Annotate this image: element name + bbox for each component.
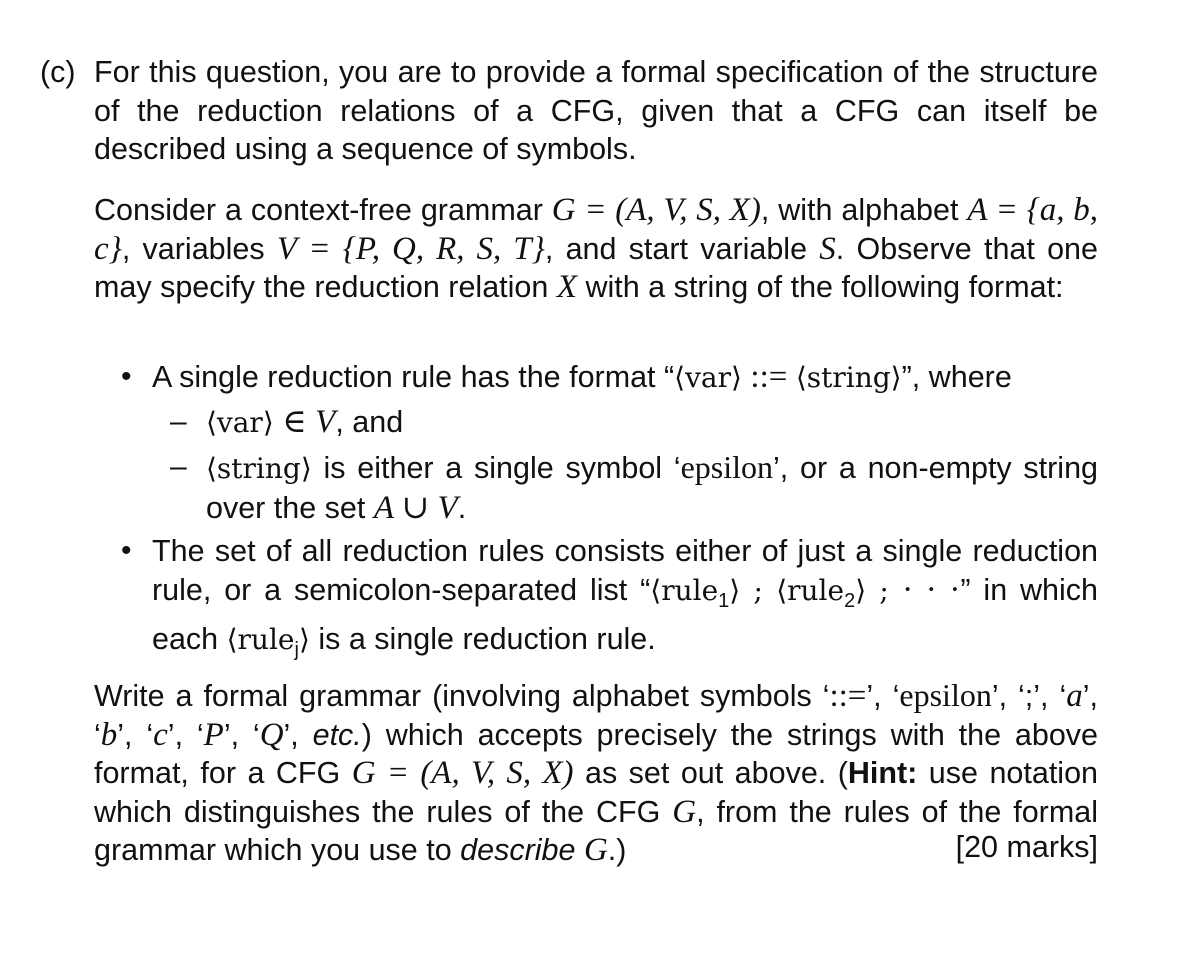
symbol-q: Q [259,716,284,753]
text: . [457,490,467,525]
nonterminal-rule2: ⟨rule [776,573,845,607]
text: .) [607,833,627,867]
text: Write a formal grammar (involving alphabet symbols ‘ [94,679,830,713]
math-grammar-tuple: G = (A, V, S, X) [551,192,761,228]
nonterminal-rule1: ⟨rule [650,573,719,607]
text: ’, ‘ [223,717,260,752]
text: The set of all reduction rules consists either of just a single reduction rule, or a semicolon-separated list “ [152,534,1098,607]
separator: ⟩ ; [855,573,903,607]
text: is either a single symbol ‘ [311,451,681,485]
symbol-a: a [1066,678,1083,714]
nonterminal-string: ⟨string⟩ [206,452,312,485]
math-g: G [672,793,697,830]
describe-italic: describe [460,833,576,867]
text: ’, ‘ [167,717,204,752]
subscript: 2 [844,589,856,612]
text: A single reduction rule has the format “ [152,360,675,394]
bullet-dot: • [121,534,132,567]
hint-label: Hint: [847,756,918,790]
math-alphabet-set: A = {a, b, c} [94,192,1098,267]
text: . Observe that one may specify the reduction relation [94,231,1098,304]
symbol-c: c [153,716,168,753]
marks-label: [20 marks] [955,830,1098,864]
text: is a single reduction rule. [309,622,656,657]
element-of-symbol: ∈ [282,404,307,440]
text: use notation which distinguishes the rules of the CFG [94,756,1098,829]
math-grammar-tuple: G = (A, V, S, X) [351,755,574,791]
task-paragraph [94,676,1098,870]
assign-symbol: ::= [829,678,867,714]
text [575,833,583,867]
text: with a string of the following format: [577,270,1064,304]
sub-dash: – [170,405,187,438]
bullet-single-rule [152,358,1098,398]
symbol-b: b [100,716,118,753]
text: as set out above. ( [573,756,848,790]
ellipsis: · · · [902,571,961,608]
epsilon-symbol: epsilon [899,677,992,713]
nonterminal-var: ⟨var⟩ [674,361,742,394]
math-start-variable: S [819,230,836,267]
nonterminal-var: ⟨var⟩ [206,406,274,439]
question-label: (c) [40,55,76,89]
bullet-rule-list [152,532,1098,670]
sub-item-var [206,403,1098,443]
assign-symbol: ::= [750,359,788,395]
text: ) which accepts precisely the strings with the above format, for a CFG [94,717,1099,790]
text: , variables [121,231,277,266]
text: ’, ‘ [866,679,900,713]
math-v: V [315,404,336,440]
text: ’, ‘;’, ‘ [991,679,1067,713]
text: , and [335,405,404,439]
subscript: 1 [718,589,730,612]
subscript: j [294,639,299,662]
text: ” in which each [152,572,1098,657]
text: ’, ‘ [94,679,1098,752]
sub-dash: – [170,450,187,483]
math-relation-x: X [556,269,577,305]
text: ’, [283,717,313,752]
text: ’, ‘ [117,717,154,752]
etc-italic: etc. [312,717,362,752]
text: , with alphabet [760,193,968,227]
bullet-dot: • [121,360,132,393]
text: , and start variable [544,231,820,266]
nonterminal-string: ⟨string⟩ [795,361,902,394]
angle-close: ⟩ [298,623,310,657]
sub-item-string [206,448,1098,527]
math-g: G [583,832,608,868]
question-intro: For this question, you are to provide a formal specification of the structure of the reduction relations of a CFG, given that a CFG can itself be described using a sequence of symbols. [94,55,1098,166]
text: ”, where [901,360,1012,394]
separator: ⟩ ; [729,573,777,607]
math-union: A ∪ V [373,489,458,526]
epsilon-symbol: epsilon [680,449,774,485]
nonterminal-rulej: ⟨rule [226,623,295,657]
text: , from the rules of the formal grammar which you use to [94,794,1098,867]
grammar-definition-paragraph [94,191,1098,307]
text: ’, or a non-empty string over the set [206,451,1098,525]
math-variables-set: V = {P, Q, R, S, T} [276,230,545,267]
symbol-p: P [203,716,224,753]
text: Consider a context-free grammar [94,193,552,227]
